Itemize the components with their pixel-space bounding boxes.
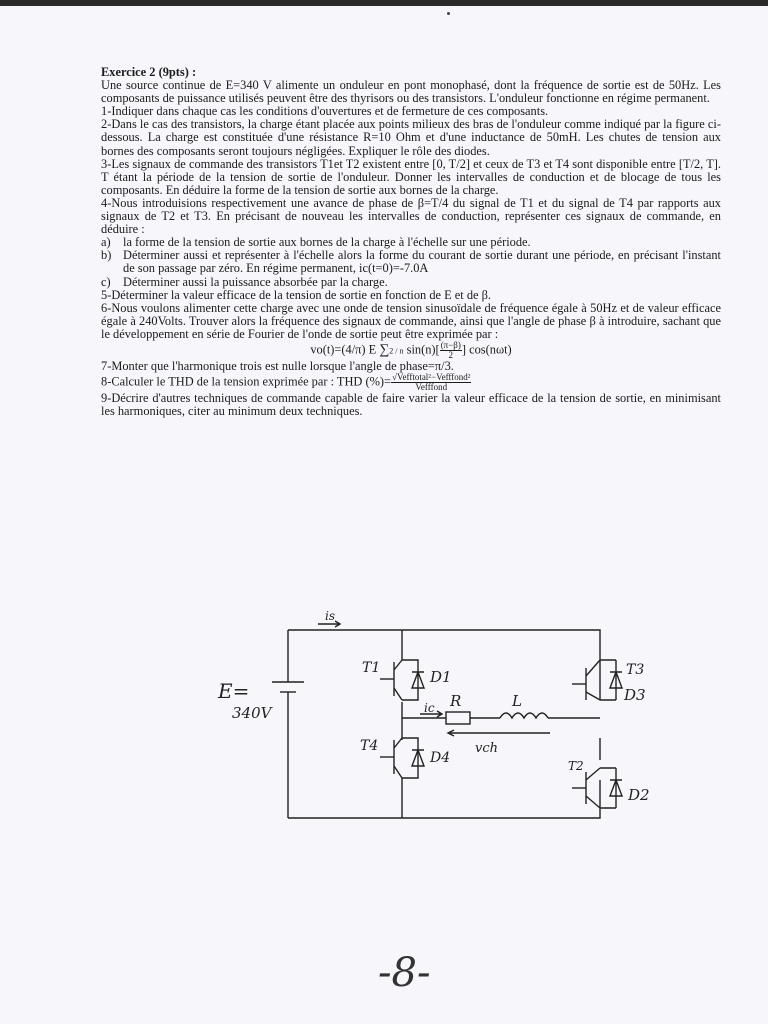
label-t1: T1 xyxy=(362,660,381,676)
label-d1: D1 xyxy=(430,668,452,686)
label-d4: D4 xyxy=(430,750,451,766)
label-t3: T3 xyxy=(626,662,645,678)
label-r: R xyxy=(450,692,462,710)
question-4a-label: a) xyxy=(101,235,111,250)
label-ic: ic xyxy=(424,701,435,715)
bottom-rail-wire xyxy=(288,785,600,818)
question-7: 7-Monter que l'harmonique trois est nulle lorsque l'angle de phase=π/3. xyxy=(101,358,454,373)
question-4a-text: la forme de la tension de sortie aux bornes de la charge à l'échelle sur une période. xyxy=(123,235,531,250)
question-2: 2-Dans le cas des transistors, la charge étant placée aux points milieux des bras de l'onduleur comme indiqué par la figure ci-dessous. La charge est constituée d'une résistance R=10 Ohm et d'une inductance de 50mH. Les chutes de tension aux bornes des composants seront toujours négligées. Expliquer le rôle des diodes. xyxy=(101,117,721,158)
vch-arrow xyxy=(448,730,550,736)
source-label: E= xyxy=(218,679,250,703)
question-4c-label: c) xyxy=(101,274,111,289)
formula-fraction-num: (π−β) xyxy=(440,339,461,350)
formula-sum-limits: 2 / n xyxy=(389,346,404,356)
formula-rhs: ] cos(nωt) xyxy=(461,342,512,357)
exercise-text xyxy=(101,66,721,418)
label-vch: vch xyxy=(475,741,498,756)
diode-d1 xyxy=(402,660,424,700)
question-6: 6-Nous voulons alimenter cette charge avec une onde de tension sinusoïdale de fréquence égale à 50Hz et de valeur efficace égale à 240Volts. Trouver alors la fréquence des signaux de commande, ainsi que l'angle de phase β à introduire, sachant que le développement en série de Fourier de l'onde de sortie peut être exprimée par : xyxy=(101,300,721,341)
question-4b-text: Déterminer aussi et représenter à l'échelle alors la forme du courant de sortie durant une période, en précisant l'instant de son passage par zéro. En régime permanent, ic(t=0)=-7.0A xyxy=(123,248,721,276)
question-3: 3-Les signaux de commande des transistors T1et T2 existent entre [0, T/2] et ceux de T3 et T4 sont disponible entre [T/2, T]. T étant la période de la tension de sortie de l'onduleur. Donner les intervalles de conduction et de blocage de tous les composants. En déduire la forme de la tension de sortie aux bornes de la charge. xyxy=(101,156,721,197)
formula-lhs: vo(t)=(4/π) E xyxy=(310,342,377,357)
formula-fraction-den: 2 xyxy=(448,349,454,360)
scan-speck xyxy=(447,12,450,15)
question-4c xyxy=(101,276,721,289)
question-4b-label: b) xyxy=(101,248,112,263)
question-8-text: 8-Calculer le THD de la tension exprimée par : THD (%)= xyxy=(101,374,392,389)
diode-d3 xyxy=(600,660,622,700)
question-4b xyxy=(101,249,721,275)
formula-sum-symbol: ∑ xyxy=(379,342,390,358)
label-t4: T4 xyxy=(360,738,379,754)
diode-d4 xyxy=(402,738,424,778)
question-9: 9-Décrire d'autres techniques de commande capable de faire varier la valeur efficace de la tension de sortie, en minimisant les harmoniques, citer au minimum deux techniques. xyxy=(101,391,721,419)
label-l: L xyxy=(512,692,522,710)
resistor-r xyxy=(446,712,470,724)
exercise-intro: Une source continue de E=340 V alimente un onduleur en pont monophasé, dont la fréquence de sortie est de 50Hz. Les composants de puissance utilisés peuvent être des thyrisors ou des transistors. L'onduleur fonctionne en régime permanent. xyxy=(101,78,721,106)
transistor-t2 xyxy=(572,768,600,808)
exercise-title: Exercice 2 (9pts) : xyxy=(101,65,197,79)
label-d3: D3 xyxy=(624,686,646,704)
thd-numerator: √Vefftotal²−Vefffond² xyxy=(392,372,471,383)
inductor-l xyxy=(500,713,548,718)
question-5: 5-Déterminer la valeur efficace de la tension de sortie en fonction de E et de β. xyxy=(101,287,492,302)
diode-d2 xyxy=(600,768,622,808)
formula-fraction xyxy=(440,341,462,360)
source-value: 340V xyxy=(232,704,272,722)
page-number: -8- xyxy=(378,950,431,996)
thd-fraction xyxy=(391,373,471,392)
fourier-formula xyxy=(101,341,721,360)
inverter-circuit-diagram xyxy=(180,600,650,840)
label-d2: D2 xyxy=(628,786,650,804)
thd-denominator: Vefffond xyxy=(415,382,448,393)
label-t2: T2 xyxy=(568,759,584,773)
question-1: 1-Indiquer dans chaque cas les conditions d'ouvertures et de fermeture de ces composants. xyxy=(101,104,549,119)
source-current-label: is xyxy=(325,609,335,623)
transistor-t4 xyxy=(380,738,402,778)
question-4c-text: Déterminer aussi la puissance absorbée par la charge. xyxy=(123,274,388,289)
formula-sin: sin(n)[ xyxy=(406,342,440,357)
question-4: 4-Nous introduisions respectivement une avance de phase de β=T/4 du signal de T1 et du signal de T4 par rapports aux signaux de T2 et T3. En précisant de nouveau les intervalles de conduction, représenter ces signaux de commande, en déduire : xyxy=(101,195,721,237)
transistor-t1 xyxy=(380,660,402,700)
question-8 xyxy=(101,373,721,392)
transistor-t3 xyxy=(572,660,600,700)
